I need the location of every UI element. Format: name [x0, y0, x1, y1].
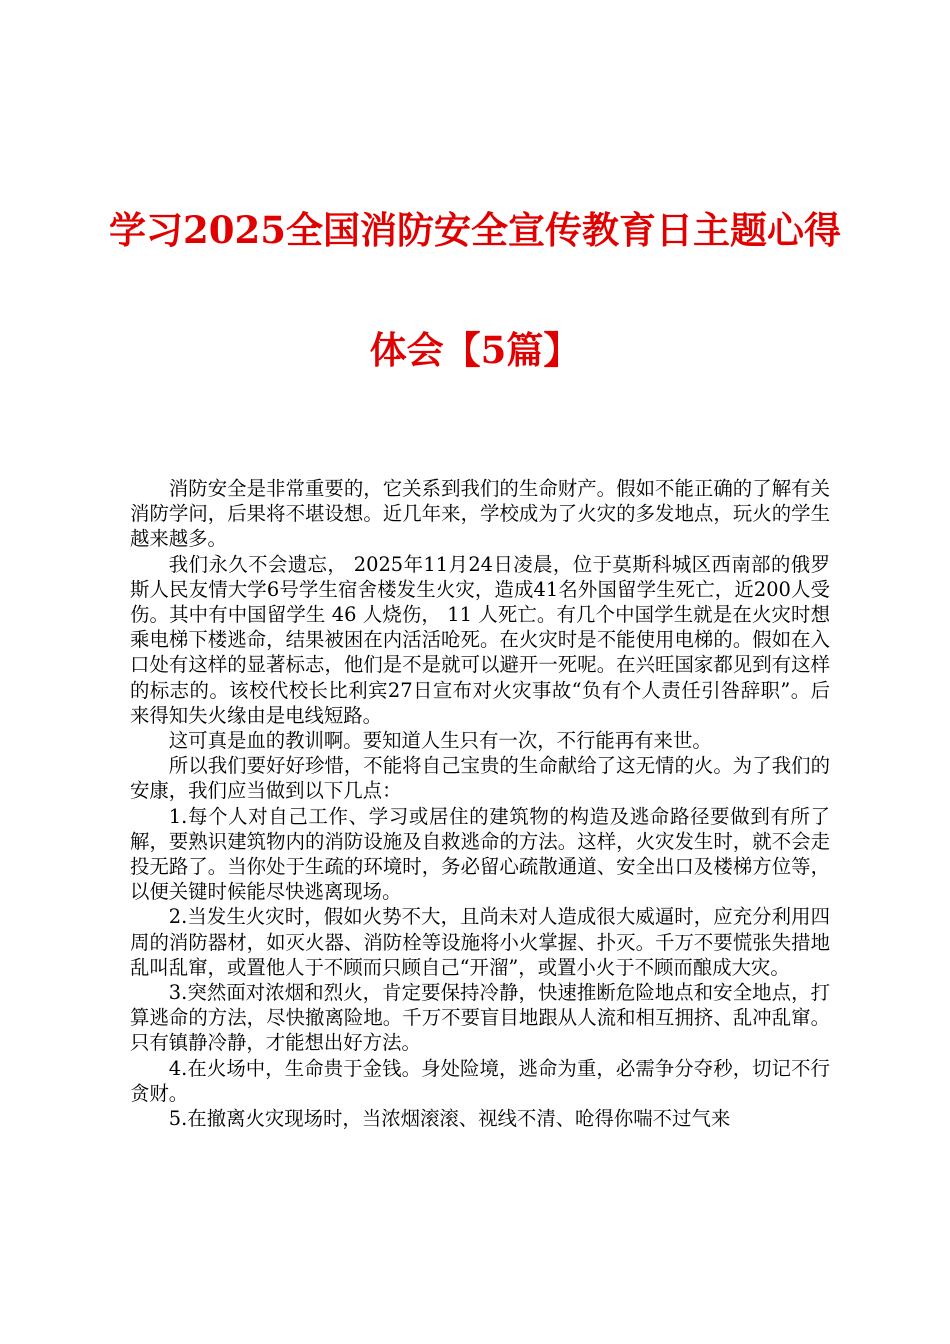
document-title-line-1: 学习2025全国消防安全宣传教育日主题心得 [109, 208, 841, 252]
paragraph-point-1: 1.每个人对自己工作、学习或居住的建筑物的构造及逃命路径要做到有所了解，要熟识建筑物内的消防设施及自救逃命的方法。这样，火灾发生时，就不会走投无路了。当你处于生疏的环境时，务必留心疏散通道、安全出口及楼梯方位等，以便关键时候能尽快逃离现场。 [130, 804, 830, 904]
paragraph-cherish-life: 所以我们要好好珍惜，不能将自己宝贵的生命献给了这无情的火。为了我们的安康，我们应当做到以下几点： [130, 754, 830, 803]
paragraph-intro: 消防安全是非常重要的，它关系到我们的生命财产。假如不能正确的了解有关消防学问，后果将不堪设想。近几年来，学校成为了火灾的多发地点，玩火的学生越来越多。 [130, 477, 830, 551]
paragraph-lesson: 这可真是血的教训啊。要知道人生只有一次，不行能再有来世。 [168, 729, 712, 753]
paragraph-point-3: 3.突然面对浓烟和烈火，肯定要保持冷静，快速推断危险地点和安全地点，打算逃命的方法，尽快撤离险地。千万不要盲目地跟从人流和相互拥挤、乱冲乱窜。只有镇静冷静，才能想出好方法。 [130, 981, 830, 1055]
paragraph-point-5: 5.在撤离火灾现场时，当浓烟滚滚、视线不清、呛得你喘不过气来 [168, 1107, 731, 1131]
document-body [130, 476, 830, 1131]
paragraph-point-2: 2.当发生火灾时，假如火势不大，且尚未对人造成很大威逼时，应充分利用四周的消防器材，如灭火器、消防栓等设施将小火掌握、扑灭。千万不要慌张失措地乱叫乱窜，或置他人于不顾而只顾自己“开溜”，或置小火于不顾而酿成大灾。 [130, 905, 830, 979]
paragraph-point-4: 4.在火场中，生命贵于金钱。身处险境，逃命为重，必需争分夺秒，切记不行贪财。 [130, 1056, 830, 1105]
document-title-line-2: 体会【5篇】 [369, 328, 581, 372]
paragraph-moscow-fire: 我们永久不会遗忘， 2025年11月24日凌晨，位于莫斯科城区西南部的俄罗斯人民友情大学6号学生宿舍楼发生火灾，造成41名外国留学生死亡，近200人受伤。其中有中国留学生 46 人烧伤， 11 人死亡。有几个中国学生就是在火灾时想乘电梯下楼逃命，结果被困在内活活呛死。在火灾时是不能使用电梯的。假如在入口处有这样的显著标志，他们是不是就可以避开一死呢。在兴旺国家都见到有这样的标志的。该校代校长比利宾27日宣布对火灾事故“负有个人责任引咎辞职”。后来得知失火缘由是电线短路。 [130, 552, 830, 727]
